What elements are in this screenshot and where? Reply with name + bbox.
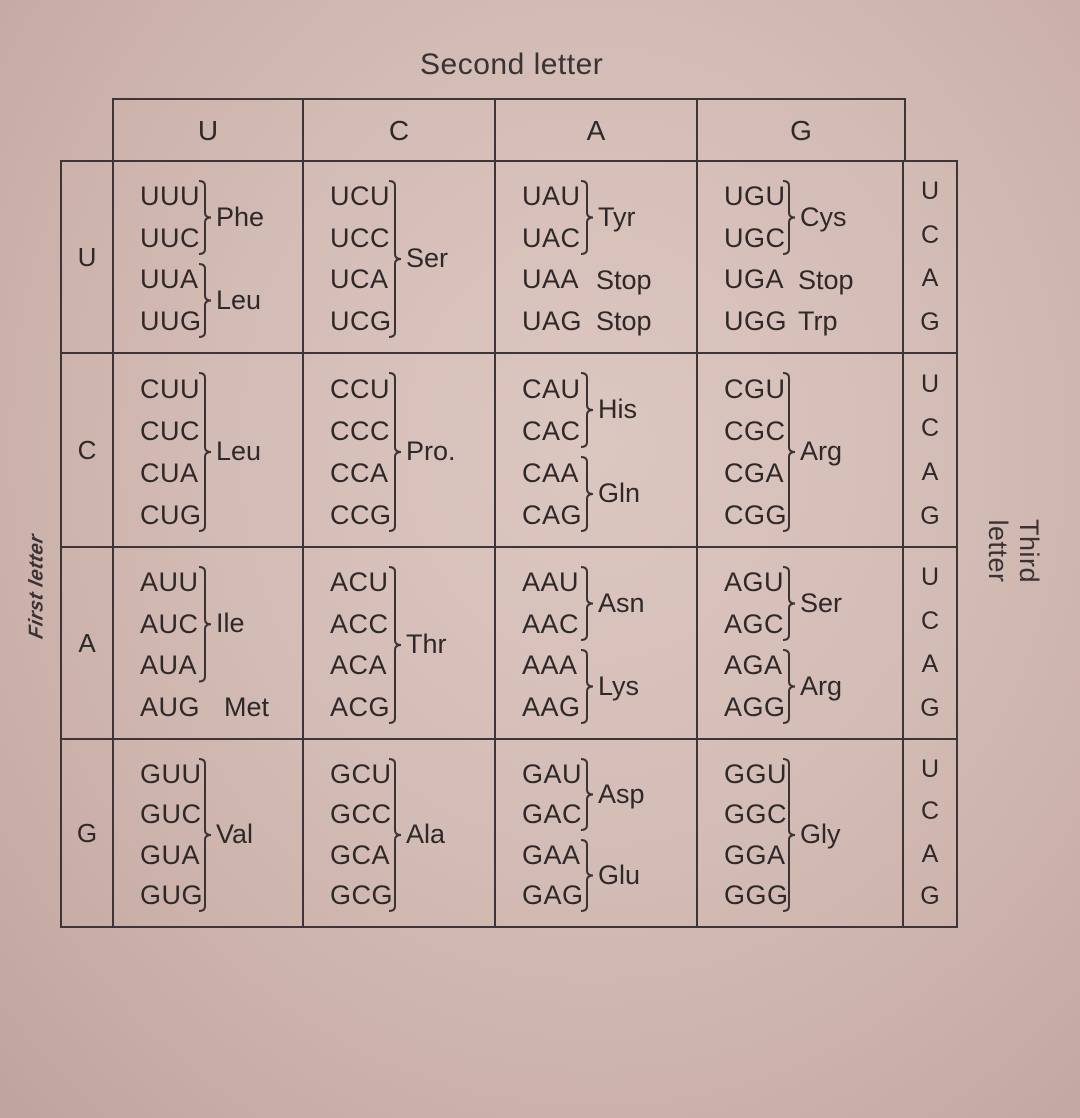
codon: AUU [140, 567, 199, 598]
codon-row-G [61, 739, 957, 927]
codon: ACC [330, 608, 389, 639]
codon: GUU [140, 758, 202, 789]
codon-cell-CG [697, 353, 903, 547]
codon: GCU [330, 758, 392, 789]
codon: AGU [724, 567, 785, 598]
third-letter-G: G [920, 307, 940, 336]
third-letter-column [903, 547, 957, 739]
codon: AAG [522, 691, 581, 722]
codon: AUG [140, 691, 201, 722]
grouping-bracket [388, 372, 402, 532]
codon-cell-AG [697, 547, 903, 739]
second-letter-header-row [112, 98, 906, 162]
codon: GAU [522, 758, 583, 789]
codon: GGU [724, 758, 788, 789]
codon-cell-CU [113, 353, 303, 547]
grouping-bracket [580, 180, 594, 255]
codon: GUC [140, 799, 202, 830]
codon-cell-CC [303, 353, 495, 547]
first-letter-A: A [61, 547, 113, 739]
codon: UUG [140, 305, 202, 336]
third-letter-A: A [921, 839, 939, 868]
amino-acid: Glu [598, 859, 641, 890]
amino-acid: Asp [598, 778, 645, 809]
codon: UUU [140, 181, 200, 212]
second-letter-U: U [114, 100, 304, 162]
grouping-bracket [198, 180, 212, 255]
first-letter-C: C [61, 353, 113, 547]
codon: GCC [330, 799, 392, 830]
codon: CUA [140, 457, 199, 488]
codon-row-A [61, 547, 957, 739]
codon-cell-GG [697, 739, 903, 927]
codon-cell-UG [697, 161, 903, 353]
amino-acid: Ser [800, 587, 843, 618]
codon: GAC [522, 799, 583, 830]
second-letter-A: A [496, 100, 698, 162]
codon: GGA [724, 839, 786, 870]
codon: CAU [522, 373, 581, 404]
codon-cell-UU [113, 161, 303, 353]
codon: AGA [724, 650, 783, 681]
second-letter-C: C [304, 100, 496, 162]
amino-acid: Thr [406, 629, 447, 659]
first-letter-U: U [61, 161, 113, 353]
amino-acid: Tyr [598, 201, 636, 232]
first-letter-G: G [61, 739, 113, 927]
amino-acid: Ala [406, 819, 446, 849]
third-letter-C: C [920, 413, 940, 442]
grouping-bracket [782, 566, 796, 641]
codon-row-U [61, 161, 957, 353]
third-letter-U: U [920, 563, 940, 592]
grouping-bracket [782, 180, 796, 255]
amino-acid: Gln [598, 478, 641, 508]
third-letter-U: U [920, 369, 940, 398]
amino-acid: His [598, 394, 637, 424]
codon-cell-UC [303, 161, 495, 353]
amino-acid: Lys [598, 670, 640, 701]
grouping-bracket [388, 566, 402, 724]
codon: CGC [724, 415, 786, 446]
grouping-bracket [580, 456, 594, 532]
grouping-bracket [198, 566, 212, 683]
amino-acid: Leu [216, 284, 262, 315]
third-letter-U: U [920, 177, 940, 206]
grouping-bracket [580, 758, 594, 831]
amino-acid: Leu [216, 436, 262, 466]
codon: UGA [724, 264, 785, 295]
second-letter-G: G [790, 115, 812, 146]
codon: CAG [522, 499, 583, 530]
codon: AAC [522, 608, 580, 639]
third-letter-A: A [921, 457, 939, 486]
grouping-bracket [580, 372, 594, 448]
codon-row-C [61, 353, 957, 547]
amino-acid: Arg [800, 436, 843, 466]
amino-acid-inline: Met [224, 692, 270, 723]
amino-acid: Val [216, 819, 254, 849]
codon-cell-AC [303, 547, 495, 739]
amino-acid: Cys [800, 201, 847, 232]
codon: GAG [522, 880, 584, 911]
codon-cell-GA [495, 739, 697, 927]
grouping-bracket [198, 372, 212, 532]
grouping-bracket [198, 758, 212, 912]
codon: UAA [522, 264, 580, 295]
grouping-bracket [782, 758, 796, 912]
grouping-bracket [388, 758, 402, 912]
amino-acid: Ile [216, 608, 245, 639]
codon: CUU [140, 373, 200, 404]
third-letter-column [903, 161, 957, 353]
grouping-bracket [580, 566, 594, 641]
amino-acid: Phe [216, 201, 265, 232]
third-letter-column [903, 353, 957, 547]
third-letter-G: G [920, 882, 940, 911]
codon-table [60, 160, 958, 928]
codon: AAU [522, 567, 580, 598]
codon: CUC [140, 415, 200, 446]
codon: UCU [330, 181, 390, 212]
codon-cell-UA [495, 161, 697, 353]
codon-cell-AA [495, 547, 697, 739]
codon: GUG [140, 880, 204, 911]
amino-acid-inline: Stop [596, 306, 652, 337]
codon: UUA [140, 264, 199, 295]
grouping-bracket [580, 839, 594, 912]
codon: AAA [522, 650, 578, 681]
third-letter-A: A [921, 264, 939, 293]
codon: UGC [724, 222, 786, 253]
codon: UUC [140, 222, 200, 253]
codon: CAA [522, 457, 580, 488]
codon: CCU [330, 373, 390, 404]
codon: GCA [330, 839, 391, 870]
grouping-bracket [388, 180, 402, 338]
codon: AUA [140, 650, 198, 681]
first-letter-label: First letter [25, 532, 48, 641]
amino-acid-inline: Stop [596, 264, 652, 295]
third-letter-G: G [920, 501, 940, 530]
codon-cell-GC [303, 739, 495, 927]
third-letter-label: Third letter [983, 518, 1044, 583]
codon: UAC [522, 222, 581, 253]
codon: AUC [140, 608, 199, 639]
amino-acid: Pro. [406, 436, 456, 466]
codon: GGC [724, 799, 788, 830]
codon: UCA [330, 264, 389, 295]
codon: UCC [330, 222, 390, 253]
codon: UGG [724, 305, 788, 336]
codon: ACU [330, 567, 389, 598]
codon: GAA [522, 839, 581, 870]
amino-acid-inline: Trp [798, 306, 838, 337]
third-letter-column [903, 739, 957, 927]
codon: CAC [522, 415, 581, 446]
codon: AGG [724, 691, 786, 722]
grouping-bracket [782, 649, 796, 724]
codon: GGG [724, 880, 789, 911]
codon-cell-GU [113, 739, 303, 927]
codon: CUG [140, 499, 202, 530]
codon: CCC [330, 415, 390, 446]
third-letter-C: C [920, 220, 940, 249]
grouping-bracket [198, 263, 212, 338]
codon: GUA [140, 839, 201, 870]
codon: CCG [330, 499, 392, 530]
codon: UGU [724, 181, 786, 212]
third-letter-C: C [920, 797, 940, 826]
codon: UAU [522, 181, 581, 212]
codon: CGG [724, 499, 788, 530]
codon: GCG [330, 880, 394, 911]
codon: UAG [522, 305, 583, 336]
amino-acid: Ser [406, 243, 449, 273]
third-letter-A: A [921, 650, 939, 679]
codon-cell-CA [495, 353, 697, 547]
codon: UCG [330, 305, 392, 336]
codon: CCA [330, 457, 389, 488]
second-letter-label: Second letter [420, 48, 604, 81]
third-letter-U: U [920, 754, 940, 783]
codon: ACG [330, 691, 391, 722]
third-letter-G: G [920, 693, 940, 722]
third-letter-C: C [920, 606, 940, 635]
grouping-bracket [782, 372, 796, 532]
codon: CGU [724, 373, 786, 404]
codon: AGC [724, 608, 785, 639]
codon: CGA [724, 457, 785, 488]
amino-acid-inline: Stop [798, 264, 854, 295]
codon: ACA [330, 650, 388, 681]
amino-acid: Asn [598, 587, 645, 618]
amino-acid: Gly [800, 819, 841, 849]
codon-cell-AU [113, 547, 303, 739]
amino-acid: Arg [800, 670, 843, 701]
grouping-bracket [580, 649, 594, 724]
